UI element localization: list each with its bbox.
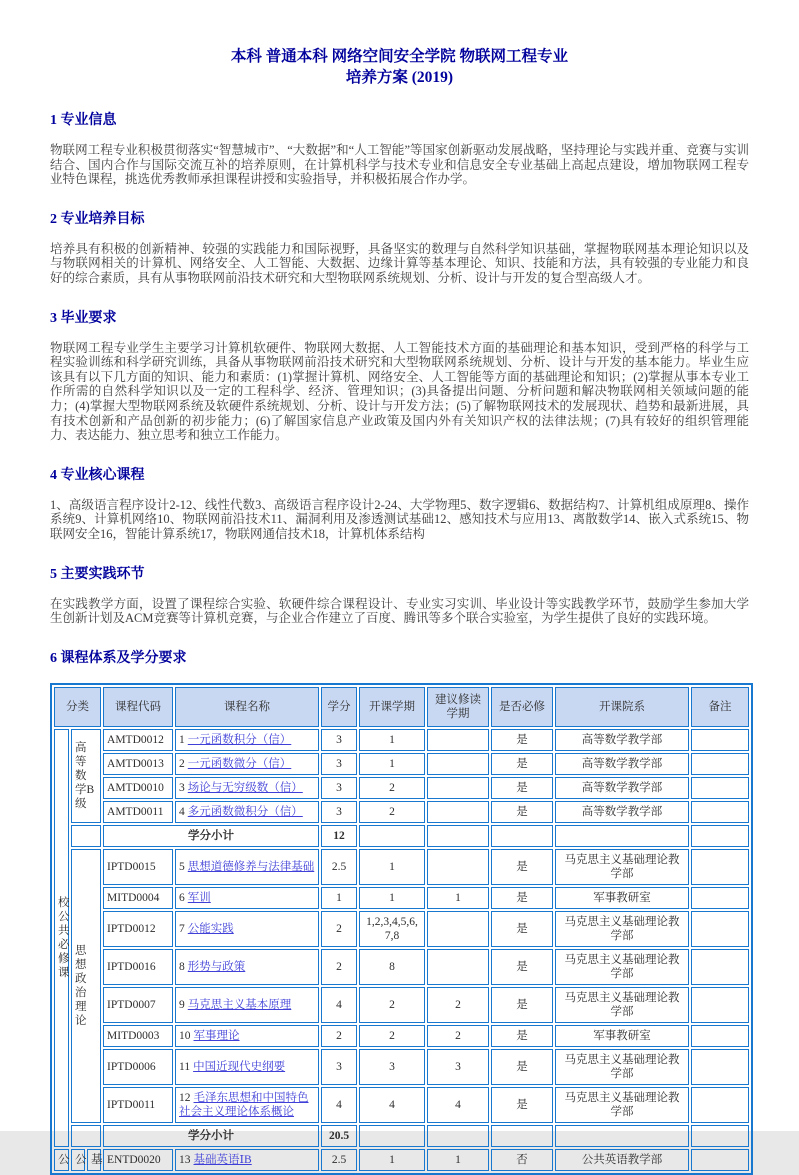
category-clipped-1: 公 [54, 1149, 69, 1171]
category-school-required: 校 公 共 必 修 课 [54, 729, 69, 1147]
course-name [175, 801, 319, 823]
table-row [54, 1087, 749, 1123]
term: 3 [359, 1049, 425, 1085]
course-name [175, 949, 319, 985]
required-flag: 是 [491, 1025, 553, 1047]
credits: 4 [321, 987, 357, 1023]
course-link[interactable]: 中国近现代史纲要 [193, 1060, 286, 1073]
course-name [175, 1025, 319, 1047]
table-row [54, 777, 749, 799]
course-link[interactable]: 形势与政策 [187, 960, 246, 973]
course-code: ENTD0020 [103, 1149, 173, 1171]
course-link[interactable]: 场论与无穷级数（信） [187, 781, 303, 794]
department [555, 825, 689, 847]
note [691, 949, 749, 985]
course-name [175, 987, 319, 1023]
credits: 4 [321, 1087, 357, 1123]
course-link[interactable]: 毛泽东思想和中国特色社会主义理论体系概论 [179, 1091, 309, 1118]
course-code: AMTD0010 [103, 777, 173, 799]
required-flag: 是 [491, 849, 553, 885]
table-row [54, 1149, 749, 1171]
required-flag: 是 [491, 777, 553, 799]
course-link[interactable]: 思想道德修养与法律基础 [187, 860, 315, 873]
group-advanced-math-b: 高等数学B级 [71, 729, 101, 823]
suggested-term [427, 1125, 489, 1147]
header-term: 开课学期 [359, 687, 425, 727]
credits: 3 [321, 1049, 357, 1085]
course-name [175, 777, 319, 799]
course-code: IPTD0011 [103, 1087, 173, 1123]
term: 1,2,3,4,5,6,7,8 [359, 911, 425, 947]
course-link[interactable]: 公能实践 [187, 922, 234, 935]
suggested-term: 2 [427, 987, 489, 1023]
note [691, 729, 749, 751]
course-name [175, 729, 319, 751]
suggested-term [427, 825, 489, 847]
required-flag: 是 [491, 949, 553, 985]
course-link[interactable]: 基础英语ⅠB [193, 1153, 252, 1166]
section-heading-practice: 5 主要实践环节 [50, 566, 145, 582]
suggested-term [427, 849, 489, 885]
note [691, 777, 749, 799]
department: 高等数学教学部 [555, 753, 689, 775]
table-row [54, 1025, 749, 1047]
table-row [54, 911, 749, 947]
credits: 2 [321, 949, 357, 985]
category-clipped-2: 公 [71, 1149, 85, 1171]
department: 高等数学教学部 [555, 729, 689, 751]
term: 2 [359, 1025, 425, 1047]
course-number: 13 [179, 1153, 191, 1166]
required-flag: 是 [491, 987, 553, 1023]
term: 2 [359, 987, 425, 1023]
credits: 3 [321, 729, 357, 751]
section-heading-curriculum: 6 课程体系及学分要求 [50, 650, 187, 666]
department: 马克思主义基础理论教学部 [555, 949, 689, 985]
course-code: MITD0003 [103, 1025, 173, 1047]
required-flag: 是 [491, 887, 553, 909]
section-body-practice: 在实践教学方面，设置了课程综合实验、软硬件综合课程设计、专业实习实训、毕业设计等实践教学环节，鼓励学生参加大学生创新计划及ACM竞赛等计算机竞赛，与企业合作建立了百度、腾讯等多个联合实验室，为学生提供了良好的实践环境。 [50, 596, 749, 626]
term: 1 [359, 729, 425, 751]
suggested-term: 3 [427, 1049, 489, 1085]
table-row [54, 801, 749, 823]
credits: 3 [321, 777, 357, 799]
table-row [54, 1049, 749, 1085]
note [691, 801, 749, 823]
document-title-line1: 本科 普通本科 网络空间安全学院 物联网工程专业 [230, 48, 569, 65]
course-code: AMTD0011 [103, 801, 173, 823]
department: 高等数学教学部 [555, 801, 689, 823]
suggested-term [427, 949, 489, 985]
document-title [50, 46, 749, 88]
subtotal-label: 学分小计 [103, 825, 319, 847]
table-row [54, 949, 749, 985]
note [691, 1087, 749, 1123]
note [691, 1125, 749, 1147]
suggested-term: 1 [427, 1149, 489, 1171]
header-department: 开课院系 [555, 687, 689, 727]
term: 2 [359, 777, 425, 799]
table-row [54, 729, 749, 751]
course-code: AMTD0012 [103, 729, 173, 751]
table-row [54, 887, 749, 909]
course-number: 11 [179, 1060, 191, 1073]
term: 1 [359, 887, 425, 909]
note [691, 887, 749, 909]
required-flag [491, 825, 553, 847]
course-code: MITD0004 [103, 887, 173, 909]
course-name [175, 753, 319, 775]
course-link[interactable]: 多元函数微积分（信） [187, 805, 303, 818]
course-number: 10 [179, 1029, 191, 1042]
course-number: 12 [179, 1091, 191, 1104]
department: 军事教研室 [555, 887, 689, 909]
section-body-graduation-requirements: 物联网工程专业学生主要学习计算机软硬件、物联网大数据、人工智能技术方面的基础理论和基本知识，受到严格的科学与工程实验训练和科学研究训练，具备从事物联网前沿技术研究和大型物联网系统规划、分析、设计与开发的基本能力。毕业生应该具有以下几方面的知识、能力和素质：(1)掌握计算机、网络安全、人工智能等方面的基础理论和知识；(2)掌握从事本专业工作所需的自然科学知识以及一定的工程科学、经济、管理知识；(3)具备提出问题、分析问题和解决物联网相关领域问题的能力；(4)掌握大型物联网系统及软硬件系统规划、分析、设计与开发方法；(5)了解物联网技术的发展现状、趋势和最新进展，具有技术创新和产品创新的初步能力；(6)了解国家信息产业政策及国内外有关知识产权的法律法规；(7)具有较好的组织管理能力、表达能力、独立思考和独立工作能力。 [50, 340, 749, 443]
section-heading-core-courses: 4 专业核心课程 [50, 467, 145, 483]
table-row [54, 753, 749, 775]
table-row [54, 1125, 749, 1147]
section-heading-training-goal: 2 专业培养目标 [50, 211, 145, 227]
note [691, 1049, 749, 1085]
required-flag: 是 [491, 1087, 553, 1123]
table-row [54, 825, 749, 847]
required-flag: 是 [491, 753, 553, 775]
note [691, 1149, 749, 1171]
header-course-name: 课程名称 [175, 687, 319, 727]
note [691, 911, 749, 947]
header-note: 备注 [691, 687, 749, 727]
course-name [175, 887, 319, 909]
course-number: 6 [179, 891, 185, 904]
section-heading-major-info: 1 专业信息 [50, 113, 117, 128]
course-number: 8 [179, 960, 185, 973]
required-flag [491, 1125, 553, 1147]
header-category: 分类 [54, 687, 101, 727]
credits: 1 [321, 887, 357, 909]
course-code: IPTD0015 [103, 849, 173, 885]
header-required: 是否必修 [491, 687, 553, 727]
required-flag: 否 [491, 1149, 553, 1171]
course-name [175, 911, 319, 947]
required-flag: 是 [491, 729, 553, 751]
department: 马克思主义基础理论教学部 [555, 1049, 689, 1085]
term: 2 [359, 801, 425, 823]
credits: 3 [321, 753, 357, 775]
group-ideology-politics: 思想政治理论 [71, 849, 101, 1123]
suggested-term [427, 911, 489, 947]
term [359, 1125, 425, 1147]
department: 马克思主义基础理论教学部 [555, 911, 689, 947]
category-clipped-3: 基 [87, 1149, 101, 1171]
suggested-term: 2 [427, 1025, 489, 1047]
credits: 2 [321, 911, 357, 947]
suggested-term: 1 [427, 887, 489, 909]
note [691, 753, 749, 775]
course-name [175, 1049, 319, 1085]
department: 马克思主义基础理论教学部 [555, 1087, 689, 1123]
course-link[interactable]: 马克思主义基本原理 [187, 998, 292, 1011]
course-number: 2 [179, 757, 185, 770]
term: 1 [359, 1149, 425, 1171]
credits: 3 [321, 801, 357, 823]
department: 军事教研室 [555, 1025, 689, 1047]
group-spacer [71, 825, 101, 847]
note [691, 849, 749, 885]
course-name [175, 1149, 319, 1171]
section-heading-graduation-requirements: 3 毕业要求 [50, 310, 117, 326]
subtotal-label: 学分小计 [103, 1125, 319, 1147]
course-name [175, 1087, 319, 1123]
document-title-line2: 培养方案 (2019) [345, 69, 454, 86]
suggested-term [427, 801, 489, 823]
department: 高等数学教学部 [555, 777, 689, 799]
department: 公共英语教学部 [555, 1149, 689, 1171]
course-number: 1 [179, 733, 185, 746]
section-body-core-courses: 1、高级语言程序设计2-12、线性代数3、高级语言程序设计2-24、大学物理5、数字逻辑6、数据结构7、计算机组成原理8、操作系统9、计算机网络10、物联网前沿技术11、漏洞利用及渗透测试基础12、感知技术与应用13、离散数学14、嵌入式系统15、物联网安全16，智能计算系统17，物联网通信技术18，计算机体系结构 [50, 497, 749, 541]
course-number: 4 [179, 805, 185, 818]
header-suggested-term: 建议修读学期 [427, 687, 489, 727]
required-flag: 是 [491, 801, 553, 823]
course-code: AMTD0013 [103, 753, 173, 775]
table-row [54, 849, 749, 885]
course-number: 3 [179, 781, 185, 794]
group-spacer [71, 1125, 101, 1147]
department: 马克思主义基础理论教学部 [555, 987, 689, 1023]
note [691, 1025, 749, 1047]
course-number: 7 [179, 922, 185, 935]
section-body-major-info: 物联网工程专业积极贯彻落实“智慧城市”、“大数据”和“人工智能”等国家创新驱动发展战略，坚持理论与实践并重、竞赛与实训结合、国内合作与国际交流互补的培养原则，在计算机科学与技术专业和信息安全专业基础上高起点建设，增加物联网工程专业特色课程，挑选优秀教师承担课程讲授和实验指导，并积极拓展合作办学。 [50, 143, 749, 187]
course-code: IPTD0016 [103, 949, 173, 985]
course-number: 5 [179, 860, 185, 873]
course-link[interactable]: 一元函数微分（信） [187, 757, 292, 770]
course-name [175, 849, 319, 885]
course-code: IPTD0007 [103, 987, 173, 1023]
term [359, 825, 425, 847]
suggested-term [427, 729, 489, 751]
suggested-term: 4 [427, 1087, 489, 1123]
course-table [50, 683, 753, 1175]
table-row [54, 987, 749, 1023]
term: 8 [359, 949, 425, 985]
course-number: 9 [179, 998, 185, 1011]
section-body-training-goal: 培养具有积极的创新精神、较强的实践能力和国际视野，具备坚实的数理与自然科学知识基础，掌握物联网基本理论知识以及与物联网相关的计算机、网络安全、人工智能、大数据、边缘计算等基本理论、知识、技能和方法，具有较强的专业能力和良好的综合素质，具有从事物联网前沿技术研究和大型物联网系统规划、分析、设计与开发的复合型高级人才。 [50, 241, 749, 285]
credits: 2 [321, 1025, 357, 1047]
course-link[interactable]: 军事理论 [193, 1029, 240, 1042]
header-credits: 学分 [321, 687, 357, 727]
course-code: IPTD0012 [103, 911, 173, 947]
table-header-row [54, 687, 749, 727]
course-link[interactable]: 军训 [187, 891, 211, 904]
required-flag: 是 [491, 911, 553, 947]
term: 1 [359, 849, 425, 885]
subtotal-credits: 20.5 [321, 1125, 357, 1147]
note [691, 825, 749, 847]
term: 1 [359, 753, 425, 775]
suggested-term [427, 777, 489, 799]
term: 4 [359, 1087, 425, 1123]
department: 马克思主义基础理论教学部 [555, 849, 689, 885]
credits: 2.5 [321, 849, 357, 885]
course-link[interactable]: 一元函数积分（信） [187, 733, 292, 746]
note [691, 987, 749, 1023]
course-code: IPTD0006 [103, 1049, 173, 1085]
required-flag: 是 [491, 1049, 553, 1085]
suggested-term [427, 753, 489, 775]
subtotal-credits: 12 [321, 825, 357, 847]
credits: 2.5 [321, 1149, 357, 1171]
department [555, 1125, 689, 1147]
header-course-code: 课程代码 [103, 687, 173, 727]
